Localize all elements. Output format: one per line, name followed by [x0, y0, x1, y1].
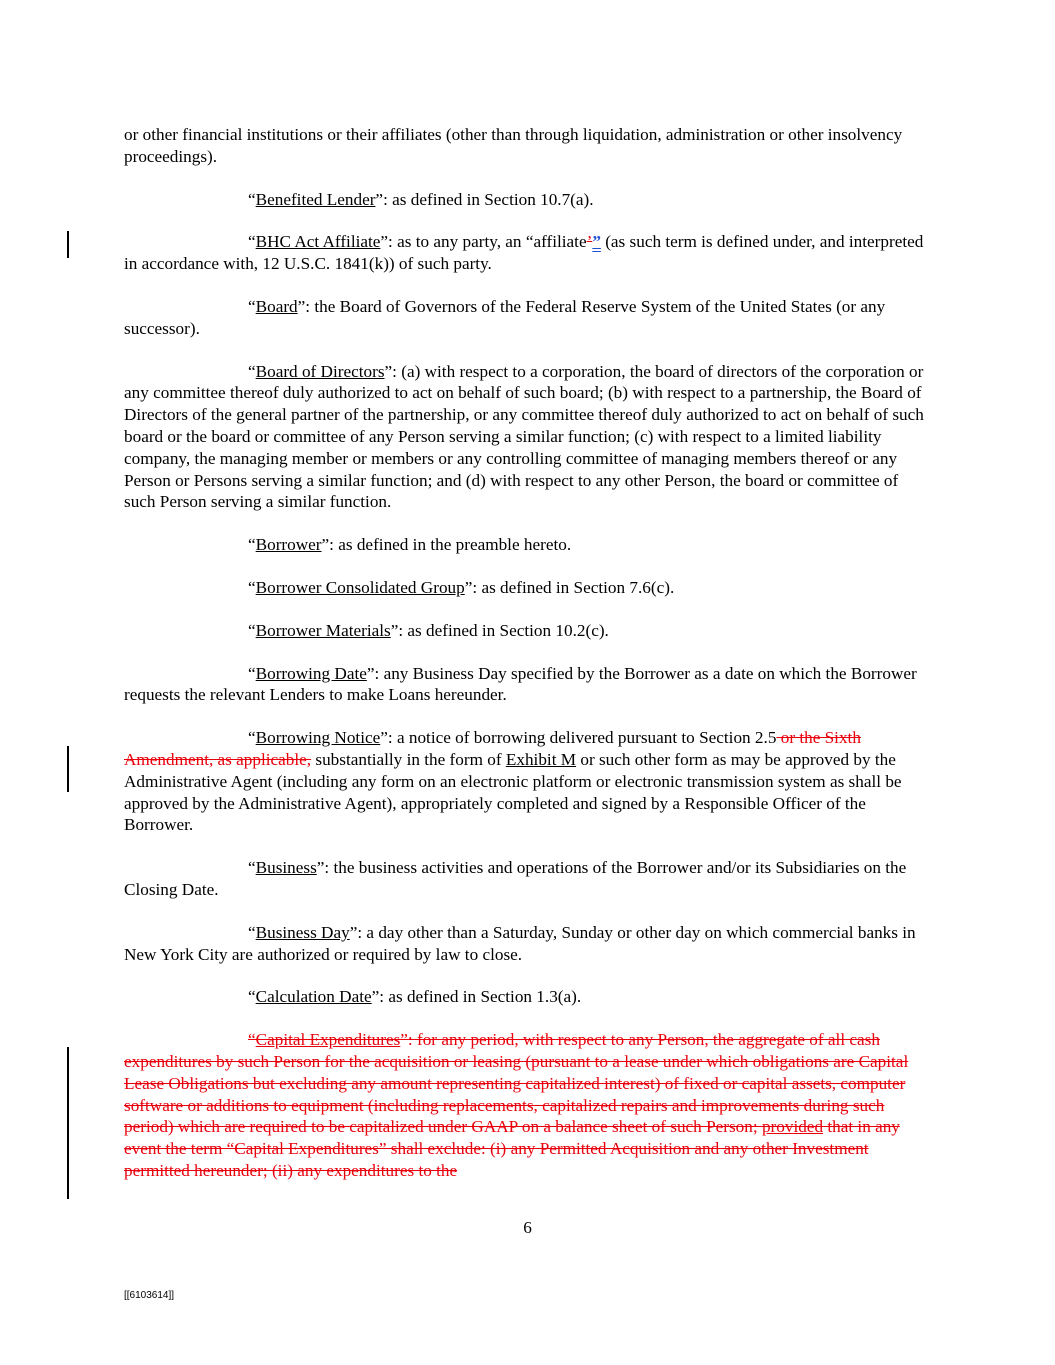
definition-board-of-directors: “Board of Directors”: (a) with respect to a corporation, the board of directors of the corporation or any committee thereof duly authorized to act on behalf of such board; (b) with respect to a partnership, the Board of Directors of the general partner of the partnership, or any committee thereof duly authorized to act on behalf of such board or the board or committee of any Person serving a similar function; (c) with respect to a limited liability company, the managing member or members or any controlling committee of managing members thereof or any Person or Persons serving a similar function; and (d) with respect to any other Person, the board or committee of such Person serving a similar function. — [124, 361, 924, 512]
defined-term: Board of Directors — [255, 361, 385, 381]
definition-bhc-act-affiliate: “BHC Act Affiliate”: as to any party, an “affiliate’” (as such term is defined under, and interpreted in accordance with, 12 U.S.C. 1841(k)) of such party. — [124, 232, 924, 274]
definition-business-day: “Business Day”: a day other than a Saturday, Sunday or other day on which commercial banks in New York City are authorized or required by law to close. — [124, 922, 916, 964]
definition-borrower: “Borrower”: as defined in the preamble hereto. — [248, 535, 572, 555]
defined-term: Borrower — [255, 535, 322, 555]
provided-term: provided — [761, 1117, 824, 1137]
definition-board: “Board”: the Board of Governors of the Federal Reserve System of the United States (or any successor). — [124, 296, 886, 338]
change-bar — [67, 1047, 69, 1199]
defined-term: Borrowing Notice — [255, 728, 381, 748]
defined-term: Borrowing Date — [255, 663, 367, 683]
definition-borrower-materials: “Borrower Materials”: as defined in Section 10.2(c). — [248, 620, 609, 640]
deleted-text: ’ — [586, 232, 593, 252]
defined-term: Borrower Materials — [255, 620, 391, 640]
document-id-footer: [[6103614]] — [124, 1290, 175, 1301]
defined-term: Business Day — [255, 922, 350, 942]
inserted-text: ” — [592, 232, 601, 252]
intro-paragraph: or other financial institutions or their affiliates (other than through liquidation, administration or other insolvency proceedings). — [124, 125, 903, 166]
change-bar — [67, 231, 69, 258]
definition-calculation-date: “Calculation Date”: as defined in Section 1.3(a). — [248, 987, 582, 1007]
defined-term: BHC Act Affiliate — [255, 232, 381, 252]
defined-term: Capital Expenditures — [255, 1030, 401, 1050]
definition-business: “Business”: the business activities and operations of the Borrower and/or its Subsidiaries on the Closing Date. — [124, 858, 907, 899]
definition-borrowing-date: “Borrowing Date”: any Business Day specified by the Borrower as a date on which the Borrower requests the relevant Lenders to make Loans hereunder. — [124, 663, 917, 705]
change-bar — [67, 746, 69, 792]
definition-borrower-consolidated-group: “Borrower Consolidated Group”: as defined in Section 7.6(c). — [248, 577, 675, 597]
defined-term: Business — [255, 858, 317, 878]
defined-term: Calculation Date — [255, 987, 372, 1007]
defined-term: Borrower Consolidated Group — [255, 577, 465, 597]
defined-term: Benefited Lender — [255, 189, 376, 209]
exhibit-reference: Exhibit M — [505, 749, 577, 769]
definition-benefited-lender: “Benefited Lender”: as defined in Section 10.7(a). — [248, 189, 594, 209]
deleted-text: “Capital Expenditures”: for any period, with respect to any Person, the aggregate of all cash expenditures by such Person for the acquisition or leasing (pursuant to a lease under which obligations are Capital Lease Obligations but excluding any amount representing capitalized interest) of fixed or capital assets, computer software or additions to equipment (including replacements, capitalized repairs and improvements during such period) which are required to be capitalized under GAAP on a balance sheet of such Person; provided that in any event the term “Capital Expenditures” shall exclude: (i) any Permitted Acquisition and any other Investment permitted hereunder; (ii) any expenditures to the — [124, 1030, 909, 1180]
definition-borrowing-notice: “Borrowing Notice”: a notice of borrowing delivered pursuant to Section 2.5 or the Sixth Amendment, as applicable, substantially in the form of Exhibit M or such other form as may be approved by the Administrative Agent (including any form on an electronic platform or electronic transmission system as shall be approved by the Administrative Agent), appropriately completed and signed by a Responsible Officer of the Borrower. — [124, 728, 902, 835]
deleted-text: or the Sixth Amendment, as applicable, — [124, 728, 861, 769]
document-body — [124, 124, 930, 1203]
page-number: 6 — [523, 1218, 532, 1237]
defined-term: Board — [255, 296, 298, 316]
definition-capital-expenditures-deleted — [124, 1029, 930, 1182]
